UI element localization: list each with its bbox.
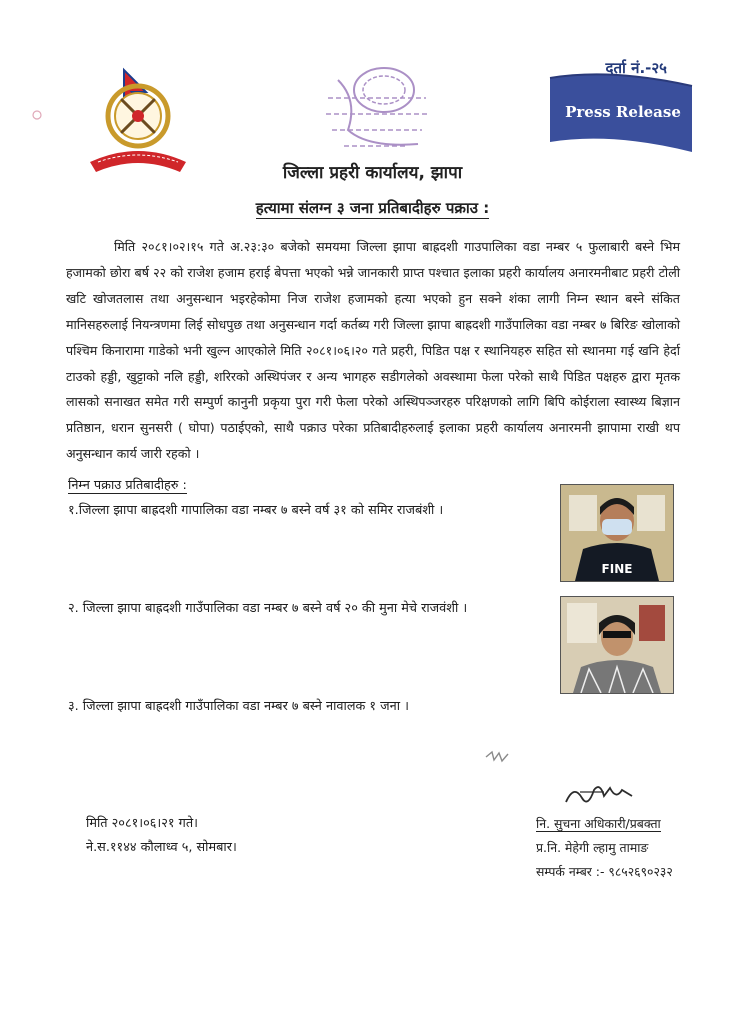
- office-name: जिल्ला प्रहरी कार्यालय, झापा: [282, 163, 463, 183]
- body-paragraph-text: मिति २०८१।०२।१५ गते अ.२३:३० बजेको समयमा जिल्ला झापा बाह्रदशी गाउपालिका वडा नम्बर ५ फुलाबारी बस्ने भिम हजामको छोरा बर्ष २२ को राजेश हजाम हराई बेपत्ता भएको भन्ने जानकारी प्राप्त पश्चात इलाका प्रहरी कार्यालय अनारमनीबाट प्रहरी टोली खटि खोजतलास तथा अनुसन्धान भइरहेकोमा निज राजेश हजामको हत्या भएको हुन सक्ने शंका लागी निम्न स्थान बस्ने संकित मानिसहरुलाई नियन्त्रणमा लिई सोधपुछ तथा अनुसन्धान गर्दा कर्तब्य गरी जिल्ला झापा बाह्रदशी गाउँपालिका वडा नम्बर ७ बिरिङ खोलाको पश्चिम किनारामा गाडेको भनी खुल्न आएकोले मिति २०८१।०६।२० गते प्रहरी, पिडित पक्ष र स्थानियहरु सहित सो स्थानमा गई खनि हेर्दा टाउको हड्डी, खुट्टाको नलि हड्डी, शरिरको अस्थिपंजर र अन्य भागहरु सडीगलेको अवस्थामा फेला परेको साथै पिडित पक्षहरु द्वारा मृतक लासको सनाखत समेत गरी सम्पुर्ण कानुनी प्रकृया पुरा गरी फेला परेको अस्थिपञ्जरहरु परिक्षणको लागि बिपि कोईराला स्वास्थ्य बिज्ञान प्रतिष्ठान, धरान सुनसरी ( घोपा) पठाईएको, साथै पक्राउ परेका प्रतिबादीहरुलाई इलाका प्रहरी कार्यालय अनारमनी झापामा राखी थप अनुसन्धान कार्य जारी रहको ।: [66, 239, 680, 462]
- body-paragraph: [66, 234, 680, 467]
- shirt-text: FINE: [601, 562, 633, 576]
- contact-number: सम्पर्क नम्बर :- ९८५२६९०२३२: [536, 864, 673, 879]
- officer-block: [536, 812, 673, 884]
- scan-mark-icon: [30, 108, 44, 122]
- darta-number: दर्ता नं.-२५: [605, 59, 667, 77]
- accused-list-title: [68, 475, 187, 493]
- officer-signature: [560, 780, 640, 810]
- officer-role: नि. सुचना अधिकारी/प्रबक्ता: [536, 816, 661, 831]
- accused-item-2: २. जिल्ला झापा बाह्रदशी गाउँपालिका वडा नम्बर ७ बस्ने वर्ष २० की मुना मेचे राजवंशी ।: [68, 601, 468, 616]
- date-ad: मिति २०८१।०६।२१ गते।: [86, 816, 198, 831]
- headline-text: हत्यामा संलग्न ३ जना प्रतिबादीहरु पक्राउ :: [255, 199, 490, 217]
- officer-name: प्र.नि. मेहेगी ल्हामु तामाङ: [536, 840, 649, 855]
- accused-list-title-text: निम्न पक्राउ प्रतिबादीहरु :: [68, 478, 187, 493]
- accused-item-1: १.जिल्ला झापा बाह्रदशी गापालिका वडा नम्बर ७ बस्ने वर्ष ३१ को समिर राजबंशी ।: [68, 503, 444, 518]
- date-block: [86, 812, 237, 860]
- scan-smudge-icon: [484, 748, 512, 766]
- accused-item-3: ३. जिल्ला झापा बाह्रदशी गाउँपालिका वडा नम्बर ७ बस्ने नावालक १ जना ।: [68, 699, 409, 714]
- press-release-label: Press Release: [565, 103, 681, 121]
- headline: [0, 198, 745, 218]
- accused-photo-2: [560, 596, 674, 694]
- accused-photo-1: [560, 484, 674, 582]
- office-stamp: [298, 60, 448, 162]
- date-ns: ने.स.११४४ कौलाध्व ५, सोमबार।: [86, 840, 237, 855]
